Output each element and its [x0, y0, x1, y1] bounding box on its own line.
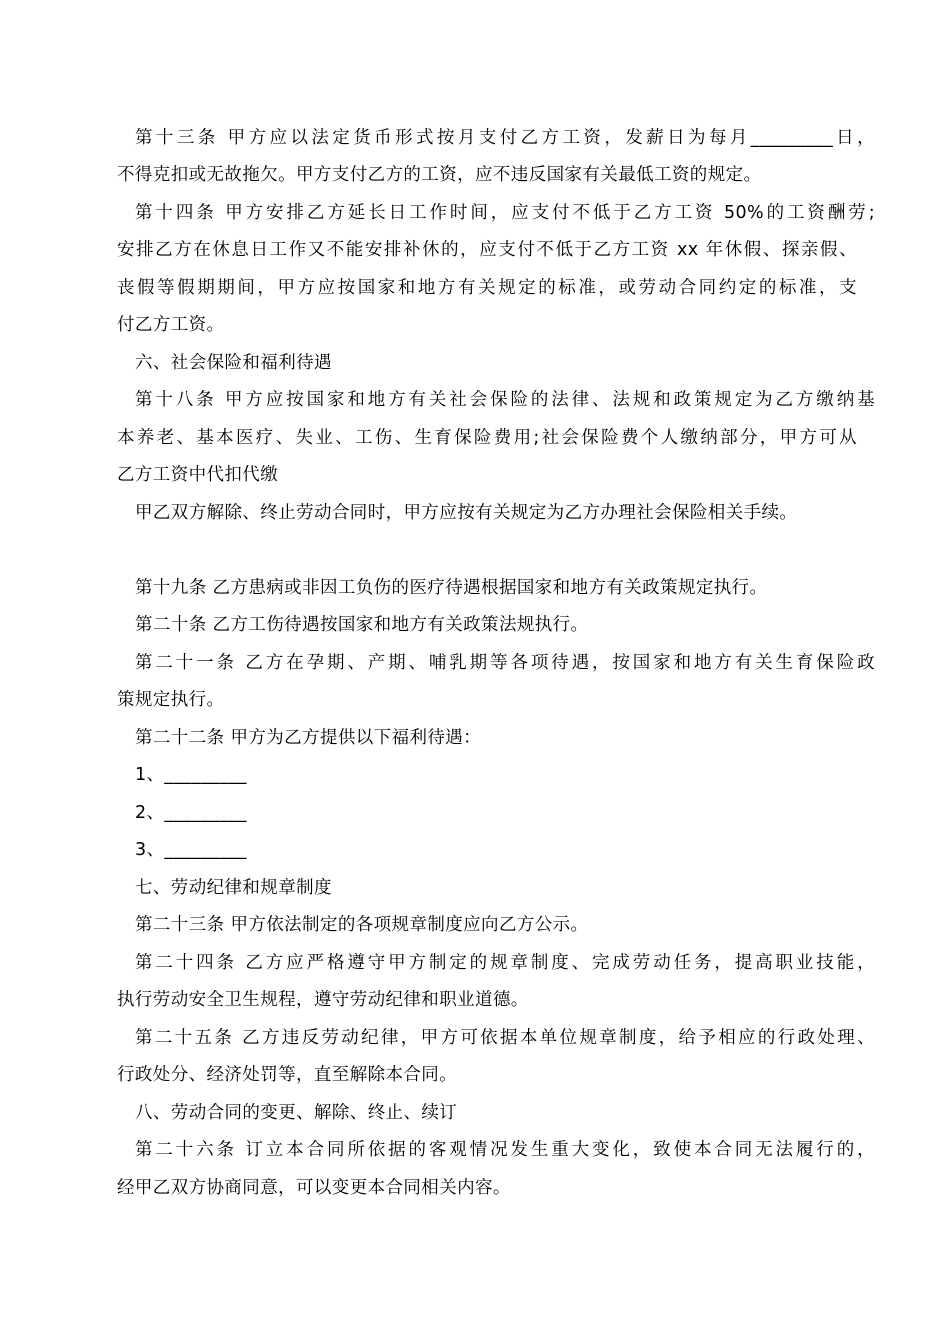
article-20: 第二十条 乙方工伤待遇按国家和地方有关政策法规执行。: [135, 615, 589, 635]
benefit-item-2: 2、_________: [135, 803, 247, 823]
article-21-line-2: 策规定执行。: [117, 690, 225, 710]
article-13-line-2: 不得克扣或无故拖欠。甲方支付乙方的工资，应不违反国家有关最低工资的规定。: [117, 165, 762, 185]
section-7-heading: 七、劳动纪律和规章制度: [135, 878, 332, 898]
article-13-line-1: 第十三条 甲方应以法定货币形式按月支付乙方工资，发薪日为每月_________日，: [135, 128, 875, 148]
article-25-line-1: 第二十五条 乙方违反劳动纪律，甲方可依据本单位规章制度，给予相应的行政处理、: [135, 1028, 875, 1048]
article-18-line-2: 本养老、基本医疗、失业、工伤、生育保险费用;社会保险费个人缴纳部分，甲方可从: [117, 428, 857, 448]
article-23: 第二十三条 甲方依法制定的各项规章制度应向乙方公示。: [135, 915, 589, 935]
article-19: 第十九条 乙方患病或非因工负伤的医疗待遇根据国家和地方有关政策规定执行。: [135, 578, 768, 598]
article-14-line-4: 付乙方工资。: [117, 315, 225, 335]
article-14-line-2: 安排乙方在休息日工作又不能安排补休的，应支付不低于乙方工资 xx 年休假、探亲假、: [117, 240, 857, 260]
article-18-line-3: 乙方工资中代扣代缴: [117, 465, 279, 485]
article-14-line-3: 丧假等假期期间，甲方应按国家和地方有关规定的标准，或劳动合同约定的标准，支: [117, 278, 857, 298]
benefit-item-3: 3、_________: [135, 840, 247, 860]
social-insurance-paragraph: 甲乙双方解除、终止劳动合同时，甲方应按有关规定为乙方办理社会保险相关手续。: [135, 503, 798, 523]
article-25-line-2: 行政处分、经济处罚等，直至解除本合同。: [117, 1065, 458, 1085]
section-6-heading: 六、社会保险和福利待遇: [135, 353, 332, 373]
article-18-line-1: 第十八条 甲方应按国家和地方有关社会保险的法律、法规和政策规定为乙方缴纳基: [135, 390, 875, 410]
article-24-line-1: 第二十四条 乙方应严格遵守甲方制定的规章制度、完成劳动任务，提高职业技能，: [135, 953, 875, 973]
article-14-line-1: 第十四条 甲方安排乙方延长日工作时间，应支付不低于乙方工资 50%的工资酬劳;: [135, 203, 875, 223]
article-26-line-1: 第二十六条 订立本合同所依据的客观情况发生重大变化，致使本合同无法履行的，: [135, 1140, 875, 1160]
article-22: 第二十二条 甲方为乙方提供以下福利待遇：: [135, 728, 482, 748]
benefit-item-1: 1、_________: [135, 765, 247, 785]
article-26-line-2: 经甲乙双方协商同意，可以变更本合同相关内容。: [117, 1178, 511, 1198]
article-24-line-2: 执行劳动安全卫生规程，遵守劳动纪律和职业道德。: [117, 990, 529, 1010]
article-21-line-1: 第二十一条 乙方在孕期、产期、哺乳期等各项待遇，按国家和地方有关生育保险政: [135, 653, 875, 673]
section-8-heading: 八、劳动合同的变更、解除、终止、续订: [135, 1103, 458, 1123]
